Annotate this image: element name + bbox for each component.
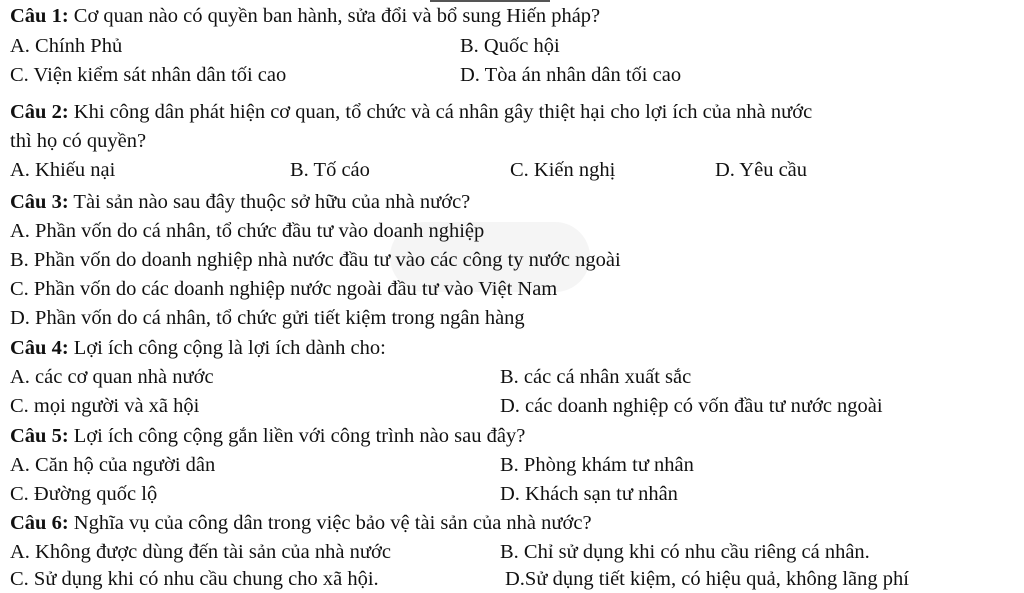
q4-option-b: B. các cá nhân xuất sắc bbox=[500, 366, 692, 388]
q3-option-d: D. Phần vốn do cá nhân, tổ chức gửi tiết kiệm trong ngân hàng bbox=[10, 307, 525, 329]
q1-option-d: D. Tòa án nhân dân tối cao bbox=[460, 64, 682, 86]
question-3-text: Tài sản nào sau đây thuộc sở hữu của nhà nước? bbox=[68, 191, 471, 213]
question-5-text: Lợi ích công cộng gắn liền với công trình nào sau đây? bbox=[68, 425, 526, 447]
question-4-label: Câu 4: bbox=[10, 337, 69, 359]
q6-option-d: D.Sử dụng tiết kiệm, có hiệu quả, không lãng phí bbox=[505, 568, 909, 590]
q2-option-a: A. Khiếu nại bbox=[10, 159, 116, 181]
q4-option-a: A. các cơ quan nhà nước bbox=[10, 366, 214, 388]
question-5-label: Câu 5: bbox=[10, 425, 69, 447]
question-2-label: Câu 2: bbox=[10, 101, 69, 123]
question-1-text: Cơ quan nào có quyền ban hành, sửa đổi và bổ sung Hiến pháp? bbox=[68, 5, 601, 27]
question-3 bbox=[10, 190, 470, 214]
question-2-text-continued: thì họ có quyền? bbox=[10, 130, 147, 152]
q6-option-c: C. Sử dụng khi có nhu cầu chung cho xã hội. bbox=[10, 568, 379, 590]
question-3-label: Câu 3: bbox=[10, 191, 69, 213]
q5-option-a: A. Căn hộ của người dân bbox=[10, 454, 216, 476]
q1-option-c: C. Viện kiểm sát nhân dân tối cao bbox=[10, 64, 287, 86]
q3-option-a: A. Phần vốn do cá nhân, tổ chức đầu tư vào doanh nghiệp bbox=[10, 220, 485, 242]
question-2-text: Khi công dân phát hiện cơ quan, tổ chức và cá nhân gây thiệt hại cho lợi ích của nhà nước bbox=[68, 101, 813, 123]
question-1 bbox=[10, 4, 600, 28]
q4-option-d: D. các doanh nghiệp có vốn đầu tư nước ngoài bbox=[500, 395, 883, 417]
cropped-text-edge bbox=[430, 0, 550, 2]
question-6 bbox=[10, 511, 592, 535]
question-6-text: Nghĩa vụ của công dân trong việc bảo vệ tài sản của nhà nước? bbox=[68, 512, 592, 534]
q6-option-b: B. Chỉ sử dụng khi có nhu cầu riêng cá nhân. bbox=[500, 541, 870, 563]
question-1-label: Câu 1: bbox=[10, 5, 69, 27]
question-5 bbox=[10, 424, 525, 448]
q5-option-d: D. Khách sạn tư nhân bbox=[500, 483, 678, 505]
q1-option-a: A. Chính Phủ bbox=[10, 35, 123, 57]
q2-option-c: C. Kiến nghị bbox=[510, 159, 616, 181]
q5-option-c: C. Đường quốc lộ bbox=[10, 483, 158, 505]
question-6-label: Câu 6: bbox=[10, 512, 69, 534]
q5-option-b: B. Phòng khám tư nhân bbox=[500, 454, 694, 476]
q2-option-d: D. Yêu cầu bbox=[715, 159, 808, 181]
q4-option-c: C. mọi người và xã hội bbox=[10, 395, 200, 417]
question-4-text: Lợi ích công cộng là lợi ích dành cho: bbox=[68, 337, 386, 359]
q6-option-a: A. Không được dùng đến tài sản của nhà nước bbox=[10, 541, 391, 563]
q1-option-b: B. Quốc hội bbox=[460, 35, 560, 57]
q2-option-b: B. Tố cáo bbox=[290, 159, 370, 181]
question-2 bbox=[10, 100, 812, 124]
question-4 bbox=[10, 336, 386, 360]
q3-option-b: B. Phần vốn do doanh nghiệp nhà nước đầu tư vào các công ty nước ngoài bbox=[10, 249, 621, 271]
q3-option-c: C. Phần vốn do các doanh nghiệp nước ngoài đầu tư vào Việt Nam bbox=[10, 278, 558, 300]
